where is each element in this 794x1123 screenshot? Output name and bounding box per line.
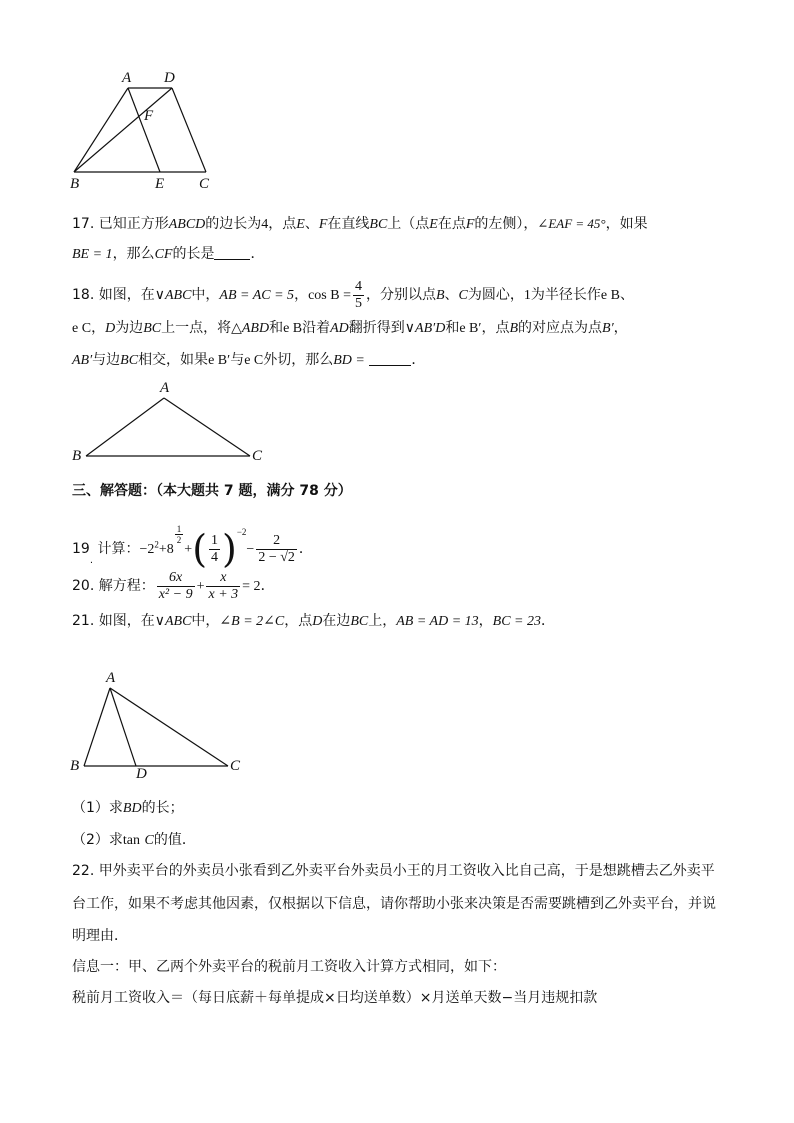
label-c: C (252, 448, 263, 464)
q18-d: D (105, 321, 116, 336)
q18-radius: 1 (523, 288, 531, 303)
q17-text: 上（点 (387, 216, 430, 232)
segment-ae (128, 88, 160, 172)
question-18-line-1 (72, 278, 634, 313)
q18-text: 如图，在 (98, 287, 155, 303)
label-b: B (72, 448, 82, 464)
q18-c: C (458, 288, 468, 303)
q21-subquestion-2 (72, 830, 196, 851)
q19-plus: + (184, 542, 193, 557)
q21-d: D (312, 614, 323, 629)
q18-circle-c: e C (72, 321, 92, 336)
q21-2-text: （2）求 (72, 832, 123, 848)
segment-ab (86, 398, 164, 456)
q17-e: E (296, 217, 305, 232)
q18-text: ， (613, 320, 628, 336)
q17-text: 在直线 (327, 216, 370, 232)
q21-period: ． (541, 613, 556, 629)
q21-text: ， (478, 613, 493, 629)
triangle-diagram (66, 380, 276, 470)
question-17-line-1 (72, 214, 648, 235)
q18-text: 、 (619, 287, 634, 303)
question-22-info-1: 信息一：甲、乙两个外卖平台的税前月工资收入计算方式相同，如下： (72, 959, 506, 975)
q20-number: 20. (72, 578, 95, 594)
q21-2-c: C (144, 833, 154, 848)
label-e: E (155, 176, 165, 192)
q21-bc: BC (350, 614, 369, 629)
q18-circle-bp: e B′ (459, 321, 482, 336)
q21-2-tan: tan (122, 833, 141, 848)
q18-cosb: cos B = (308, 288, 351, 303)
q19-dot: . (89, 555, 94, 566)
q18-b: B (435, 288, 445, 303)
segment-ad (110, 688, 136, 766)
segment-ac (164, 398, 250, 456)
q21-1-text: （1）求 (72, 800, 123, 816)
q18-text: 的对应点为点 (518, 320, 603, 336)
q20-text: 解方程： (98, 578, 155, 594)
q17-number: 17. (72, 216, 95, 232)
q18-bp: B′ (602, 321, 614, 336)
q18-text: 为边 (115, 320, 144, 336)
q19-frac-num: 1 (211, 532, 219, 548)
q20-period: ． (260, 578, 275, 594)
q21-text: 上， (368, 613, 397, 629)
q20-frac2-num: x (220, 569, 227, 585)
question-22-line-3: 明理由． (72, 928, 128, 944)
q18-circle-b: e B (600, 288, 620, 303)
question-22-line-2: 台工作，如果不考虑其他因素，仅根据以下信息，请你帮助小张来决策是否需要跳槽到乙外卖平台，并说 (72, 896, 716, 912)
q20-frac2-den: x + 3 (208, 586, 239, 602)
q18-text: 相交，如果 (138, 352, 209, 368)
q18-text: 和 (269, 320, 284, 336)
question-21 (72, 611, 555, 632)
q21-triangle: ∨ABC (154, 614, 192, 629)
q18-circle-bp: e B′ (208, 353, 231, 368)
q21-text: 中， (191, 613, 220, 629)
q18-circle-b: e B (283, 321, 303, 336)
q21-subquestion-1 (72, 798, 184, 819)
q19-period: ． (298, 541, 313, 557)
q20-fraction-2 (206, 570, 240, 603)
q19-term1: −2 (139, 542, 155, 557)
q19-frac2-num: 2 (273, 532, 281, 548)
q21-text: ，点 (284, 613, 313, 629)
question-22-formula: 税前月工资收入＝（每日底薪＋每单提成×日均送单数）×月送单天数−当月违规扣款 (72, 990, 598, 1006)
q18-text: 上一点，将 (161, 320, 232, 336)
figure-triangle-abc (66, 380, 276, 470)
q19-term2: +8 (158, 542, 174, 557)
q18-abp: AB′ (72, 353, 93, 368)
label-a: A (106, 670, 116, 686)
q18-text: 沿着 (302, 320, 331, 336)
q18-bd: BD = (333, 353, 365, 368)
q19-exp-den: 2 (176, 535, 182, 545)
q21-text: 如图，在 (98, 613, 155, 629)
segment-ab (74, 88, 128, 172)
q18-fraction (353, 279, 364, 312)
segment-ac (110, 688, 228, 766)
q17-abcd: ABCD (168, 217, 206, 232)
q18-text: ， (294, 287, 309, 303)
q17-text: 已知正方形 (98, 216, 169, 232)
q17-text: ，那么 (112, 246, 155, 262)
q17-text: 在点 (437, 216, 466, 232)
label-d: D (164, 70, 175, 86)
label-b: B (70, 176, 80, 192)
segment-bd (74, 88, 172, 172)
segment-dc (172, 88, 206, 172)
q21-angle-cond: ∠B = 2∠C (219, 614, 285, 629)
q20-plus: + (196, 579, 205, 594)
q19-frac-den: 4 (211, 549, 219, 565)
q18-text: 中， (191, 287, 220, 303)
q17-f: F (318, 217, 328, 232)
q17-be: BE = 1 (72, 247, 113, 262)
q17-cf: CF (154, 247, 173, 262)
q18-circle-c: e C (244, 353, 264, 368)
label-c: C (230, 758, 241, 774)
q18-frac-den: 5 (354, 295, 362, 311)
q19-square: 2 (154, 539, 159, 550)
q18-ab-ac: AB = AC = 5 (219, 288, 295, 303)
q17-e: E (429, 217, 438, 232)
q18-text: ， (91, 320, 106, 336)
q17-text: 的长是 (172, 246, 215, 262)
q18-text: 为半径长作 (530, 287, 601, 303)
figure-triangle-abdc (66, 672, 256, 784)
q17-text: ，点 (268, 216, 297, 232)
q20-equals: = 2 (242, 579, 261, 594)
q19-exponent (175, 524, 184, 545)
q18-text: ，分别以点 (365, 287, 436, 303)
q20-frac1-den: x² − 9 (158, 586, 193, 602)
q18-triangle: ∨ABC (154, 288, 192, 303)
q17-period: ． (250, 246, 265, 262)
q18-text: 和 (445, 320, 460, 336)
q18-answer-blank (369, 351, 411, 366)
label-d: D (136, 766, 147, 782)
section-3-heading: 三、解答题：（本大题共 7 题，满分 78 分） (72, 483, 352, 499)
q18-frac-num: 4 (354, 278, 362, 294)
label-b: B (70, 758, 80, 774)
q20-frac1-num: 6x (169, 569, 183, 585)
q18-text: 、 (444, 287, 459, 303)
q18-bc: BC (143, 321, 162, 336)
label-a: A (122, 70, 132, 86)
q19-exp-num: 1 (176, 524, 182, 534)
q19-frac2-den: 2 − √2 (258, 549, 295, 565)
q17-side: 4 (261, 217, 269, 232)
q18-abpd: ∨AB′D (404, 321, 446, 336)
segment-ab (84, 688, 110, 766)
q18-text: 与 (230, 352, 245, 368)
q19-text: 计算： (97, 541, 140, 557)
label-f: F (144, 108, 154, 124)
label-a: A (160, 380, 170, 396)
question-17-line-2 (72, 244, 264, 265)
q18-text: 外切，那么 (263, 352, 334, 368)
q21-2-text: 的值． (153, 832, 196, 848)
q18-period: ． (411, 352, 426, 368)
q19-fraction-quarter (209, 533, 220, 566)
q18-abd: △ABD (231, 321, 270, 336)
q19-right-paren: ) (222, 527, 237, 571)
q17-text: 的边长为 (205, 216, 262, 232)
label-c: C (199, 176, 210, 192)
q21-1-text: 的长； (141, 800, 184, 816)
q19-neg-exponent: −2 (236, 527, 247, 537)
figure-trapezoid (60, 66, 230, 196)
q21-text: 在边 (322, 613, 351, 629)
q17-text: 的左侧）， (474, 216, 538, 232)
q17-text: 、 (304, 216, 319, 232)
q18-bc: BC (120, 353, 139, 368)
q19-fraction-root (256, 533, 297, 566)
q21-number: 21. (72, 613, 95, 629)
q18-text: 为圆心， (467, 287, 524, 303)
q21-bc-length: BC = 23 (492, 614, 542, 629)
q20-fraction-1 (157, 570, 195, 603)
question-18-line-3 (72, 350, 425, 371)
q17-bc: BC (369, 217, 388, 232)
question-20 (72, 566, 275, 607)
q18-number: 18. (72, 287, 95, 303)
q18-text: ，点 (481, 320, 510, 336)
q17-angle: ∠EAF = 45° (537, 216, 606, 231)
q17-f: F (465, 217, 475, 232)
q21-1-bd: BD (122, 801, 142, 816)
q19-minus: − (246, 542, 255, 557)
question-22-line-1: 22. 甲外卖平台的外卖员小张看到乙外卖平台外卖员小王的月工资收入比自己高，于是想跳槽去乙外卖平 (72, 863, 715, 879)
triangle-d-diagram (66, 672, 256, 784)
q17-answer-blank (214, 245, 250, 260)
question-18-line-2 (72, 318, 628, 339)
q18-text: 翻折得到 (348, 320, 405, 336)
q21-ab-ad: AB = AD = 13 (396, 614, 479, 629)
q19-left-paren: ( (192, 527, 208, 571)
q17-text: ，如果 (605, 216, 648, 232)
q18-ad: AD (330, 321, 349, 336)
q18-b: B (509, 321, 519, 336)
q18-text: 与边 (92, 352, 121, 368)
q19-number: 19 (72, 541, 90, 557)
